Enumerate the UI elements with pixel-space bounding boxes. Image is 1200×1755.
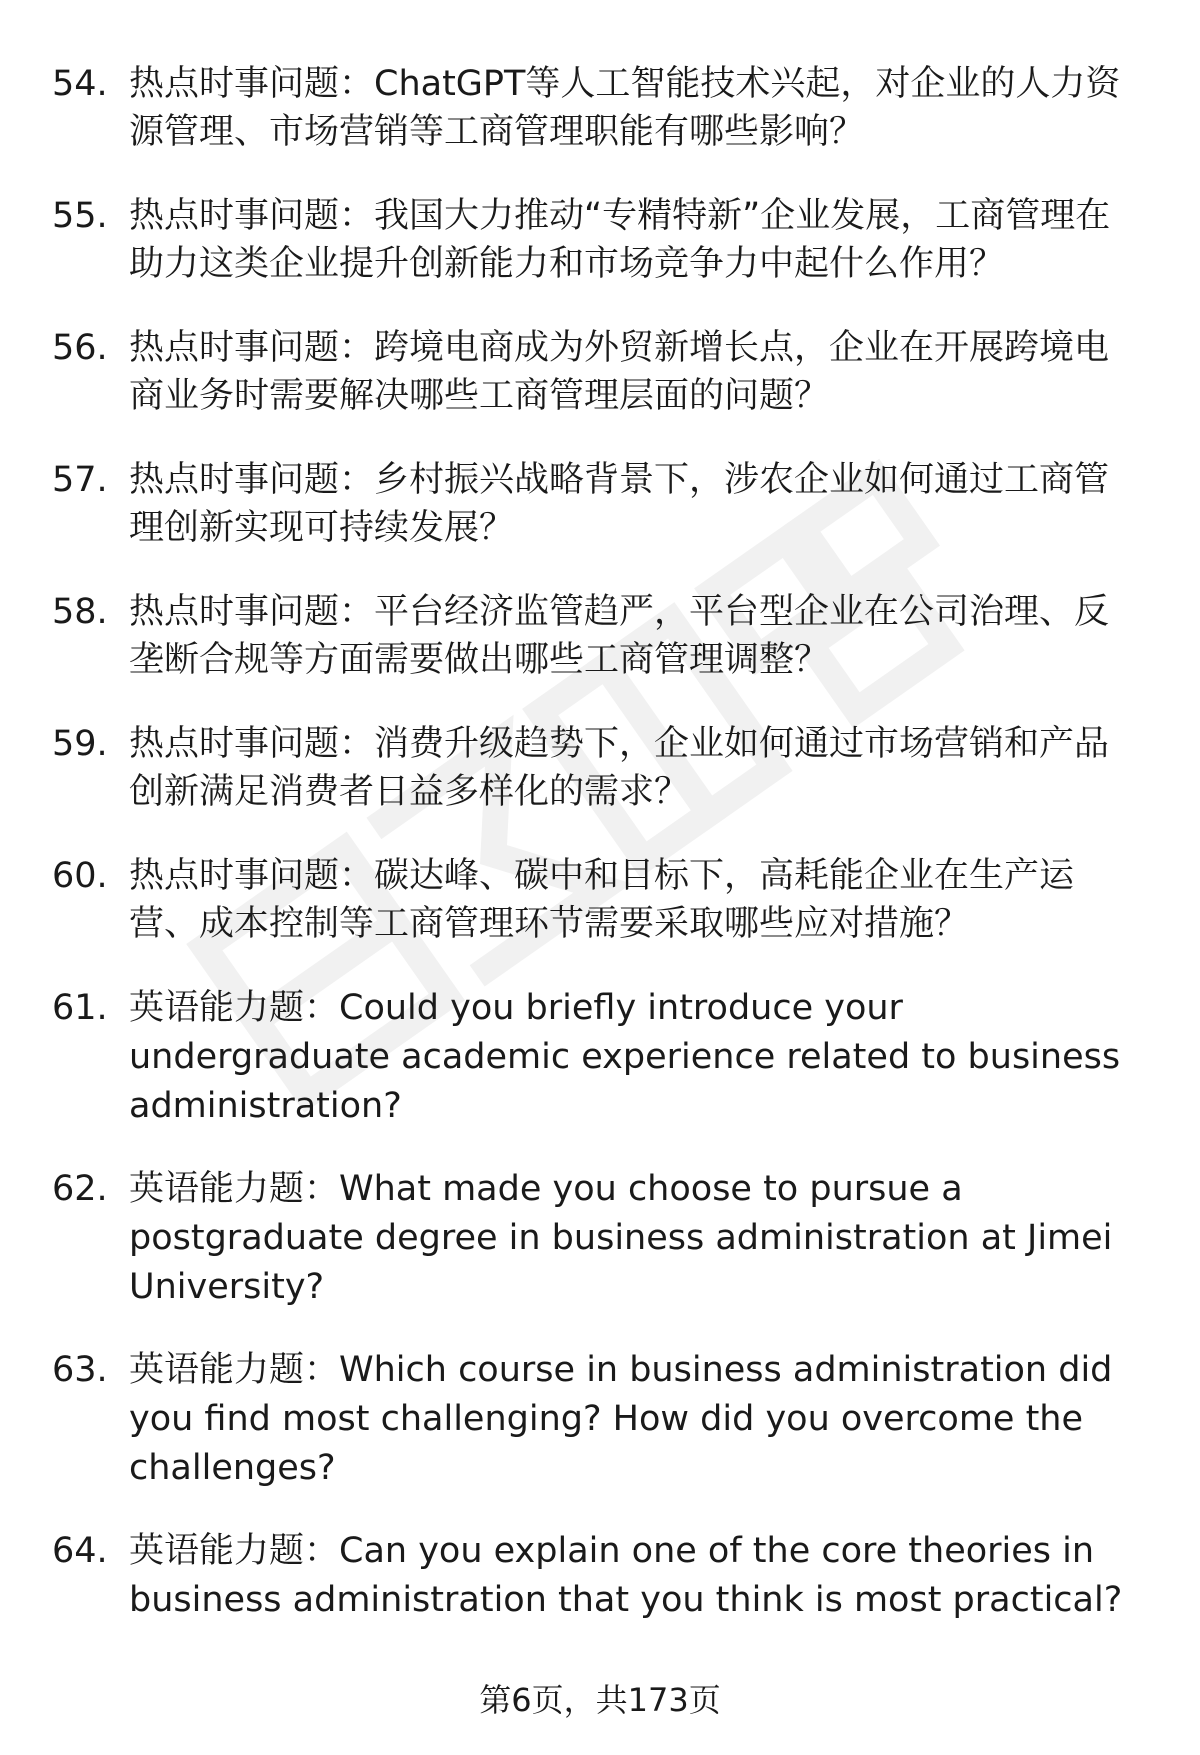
question-number: 61. — [52, 988, 108, 1028]
question-number: 57. — [52, 460, 108, 500]
question-item — [52, 1346, 1142, 1493]
question-text: 热点时事问题：乡村振兴战略背景下，涉农企业如何通过工商管理创新实现可持续发展？ — [129, 460, 1110, 548]
question-text: 热点时事问题：我国大力推动“专精特新”企业发展，工商管理在助力这类企业提升创新能力和市场竞争力中起什么作用？ — [129, 196, 1111, 284]
question-number: 62. — [52, 1169, 108, 1209]
question-item — [52, 720, 1142, 816]
question-list — [52, 60, 1142, 1659]
question-number: 64. — [52, 1531, 108, 1571]
question-text: 热点时事问题：ChatGPT等人工智能技术兴起，对企业的人力资源管理、市场营销等工商管理职能有哪些影响？ — [129, 64, 1121, 152]
question-item — [52, 588, 1142, 684]
question-item — [52, 852, 1142, 948]
question-number: 63. — [52, 1350, 108, 1390]
question-text: 英语能力题：Could you briefly introduce your undergraduate academic experience related to business administration? — [129, 988, 1121, 1126]
question-number: 54. — [52, 64, 108, 104]
question-text: 热点时事问题：消费升级趋势下，企业如何通过市场营销和产品创新满足消费者日益多样化的需求？ — [129, 724, 1110, 812]
question-item — [52, 984, 1142, 1131]
question-item — [52, 192, 1142, 288]
question-text: 英语能力题：What made you choose to pursue a postgraduate degree in business administration at Jimei University? — [129, 1169, 1113, 1307]
page-footer — [0, 1680, 1200, 1720]
question-item — [52, 324, 1142, 420]
question-number: 55. — [52, 196, 108, 236]
question-number: 56. — [52, 328, 108, 368]
question-text: 热点时事问题：跨境电商成为外贸新增长点，企业在开展跨境电商业务时需要解决哪些工商管理层面的问题？ — [129, 328, 1110, 416]
question-item — [52, 456, 1142, 552]
question-item — [52, 60, 1142, 156]
question-item — [52, 1165, 1142, 1312]
page-number-label: 第6页，共173页 — [479, 1681, 721, 1719]
question-text: 热点时事问题：平台经济监管趋严，平台型企业在公司治理、反垄断合规等方面需要做出哪些工商管理调整？ — [129, 592, 1110, 680]
question-number: 58. — [52, 592, 108, 632]
question-number: 59. — [52, 724, 108, 764]
question-item — [52, 1527, 1142, 1625]
question-number: 60. — [52, 856, 108, 896]
question-text: 英语能力题：Which course in business administration did you find most challenging? How did you overcome the challenges? — [129, 1350, 1113, 1488]
question-text: 英语能力题：Can you explain one of the core theories in business administration that you think is most practical? — [129, 1531, 1123, 1620]
question-text: 热点时事问题：碳达峰、碳中和目标下，高耗能企业在生产运营、成本控制等工商管理环节需要采取哪些应对措施？ — [129, 856, 1075, 944]
